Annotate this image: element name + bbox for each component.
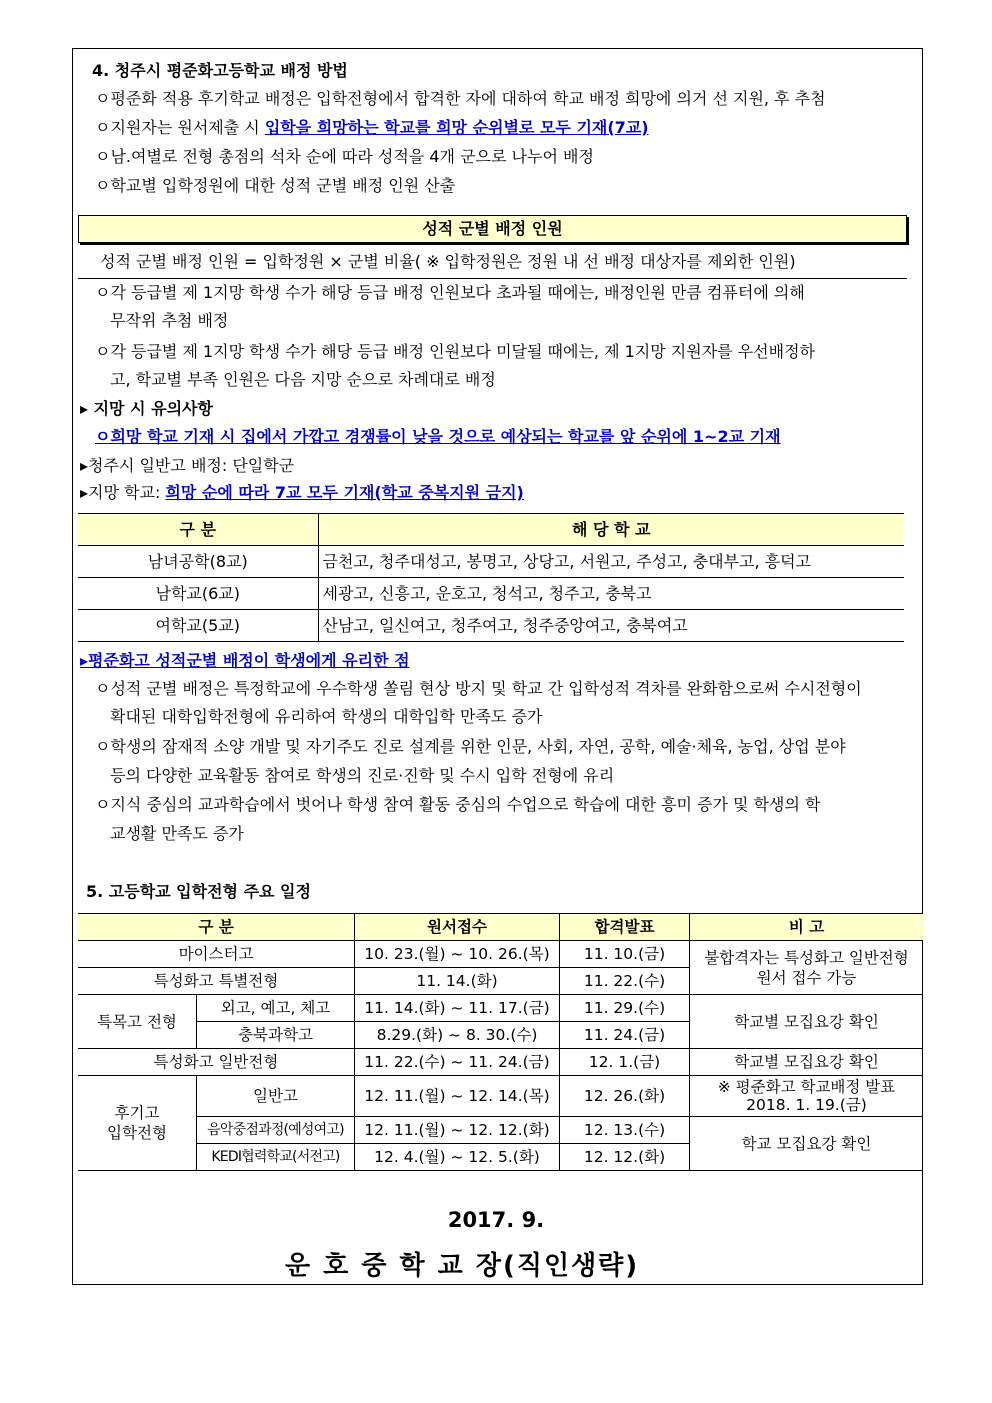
table-header-row: [78, 514, 904, 546]
row-announcement: 12. 13.(수): [560, 1117, 690, 1144]
advantage-1-line-2: 확대된 대학입학전형에 유리하여 학생의 대학입학 만족도 증가: [110, 707, 543, 726]
row-application: 10. 23.(월) ~ 10. 26.(목): [355, 941, 560, 968]
rule-1-line-2: 무작위 추첨 배정: [110, 311, 229, 330]
col-category: 구 분: [78, 514, 318, 546]
row-announcement: 12. 12.(화): [560, 1144, 690, 1171]
row-announcement: 12. 26.(화): [560, 1076, 690, 1117]
formula-divider: [78, 278, 907, 279]
advantage-heading: ▸평준화고 성적군별 배정이 학생에게 유리한 점: [80, 651, 410, 670]
s4-bullet-3: ㅇ남.여별로 전형 총점의 석차 순에 따라 성적을 4개 군으로 나누어 배정: [95, 147, 594, 166]
row-remarks: ※ 평준화고 학교배정 발표 2018. 1. 19.(금): [690, 1076, 924, 1117]
principal-signature: 운 호 중 학 교 장(직인생략): [285, 1251, 640, 1281]
s4-bullet-2-emph: 입학을 희망하는 학교를 희망 순위별로 모두 기재(7교): [264, 118, 649, 137]
advantage-2-line-1: ㅇ학생의 잠재적 소양 개발 및 자기주도 진로 설계를 위한 인문, 사회, 자연, 공학, 예술·체육, 농업, 상업 분야: [95, 737, 846, 756]
row-application: 11. 14.(화) ~ 11. 17.(금): [355, 995, 560, 1022]
note-3-emph: 희망 순에 따라 7교 모두 기재(학교 중복지원 금지): [165, 483, 524, 502]
rule-2-line-1: ㅇ각 등급별 제 1지망 학생 수가 해당 등급 배정 인원보다 미달될 때에는, 제 1지망 지원자를 우선배정하: [95, 342, 815, 361]
schedule-table: [78, 913, 923, 1171]
table-row: [78, 546, 904, 578]
row-category: 여학교(5교): [78, 610, 318, 642]
row-subcategory: 음악중점과정(예성여고): [197, 1117, 355, 1144]
row-category: 남학교(6교): [78, 578, 318, 610]
row-announcement: 11. 10.(금): [560, 941, 690, 968]
row-schools: 금천고, 청주대성고, 봉명고, 상당고, 서원고, 주성고, 충대부고, 흥덕고: [318, 546, 904, 578]
table-row: [78, 1117, 923, 1144]
row-announcement: 11. 22.(수): [560, 968, 690, 995]
advantage-3-line-2: 교생활 만족도 증가: [110, 824, 244, 843]
note-heading: ▸ 지망 시 유의사항: [80, 399, 213, 418]
row-application: 11. 14.(화): [355, 968, 560, 995]
s4-bullet-4: ㅇ학교별 입학정원에 대한 성적 군별 배정 인원 산출: [95, 176, 456, 195]
rule-2-line-2: 고, 학교별 부족 인원은 다음 지망 순으로 차례대로 배정: [110, 370, 496, 389]
row-application: 12. 11.(월) ~ 12. 12.(화): [355, 1117, 560, 1144]
note-2: ▸청주시 일반고 배정: 단일학군: [80, 456, 295, 475]
row-category: 남녀공학(8교): [78, 546, 318, 578]
row-subcategory: KEDI협력학교(서전고): [197, 1144, 355, 1171]
issue-date: 2017. 9.: [447, 1208, 545, 1232]
col-announcement: 합격발표: [560, 914, 690, 941]
table-row: [78, 941, 923, 968]
s4-bullet-2: ㅇ지원자는 원서제출 시 입학을 희망하는 학교를 희망 순위별로 모두 기재(7교): [95, 118, 649, 137]
row-announcement: 11. 24.(금): [560, 1022, 690, 1049]
table-row: [78, 610, 904, 642]
row-remarks: 불합격자는 특성화고 일반전형 원서 접수 가능: [690, 941, 924, 995]
row-schools: 산남고, 일신여고, 청주여고, 청주중앙여고, 충북여고: [318, 610, 904, 642]
row-remarks: 학교별 모집요강 확인: [690, 1049, 924, 1076]
row-subcategory: 일반고: [197, 1076, 355, 1117]
col-category: 구 분: [78, 914, 355, 941]
s4-bullet-1: ㅇ평준화 적용 후기학교 배정은 입학전형에서 합격한 자에 대하여 학교 배정 희망에 의거 선 지원, 후 추첨: [95, 89, 826, 108]
row-category: 특성화고 특별전형: [78, 968, 355, 995]
schedule-header-row: [78, 914, 923, 941]
col-schools: 해 당 학 교: [318, 514, 904, 546]
row-remarks: 학교별 모집요강 확인: [690, 995, 924, 1049]
table-row: [78, 1049, 923, 1076]
row-application: 8.29.(화) ~ 8. 30.(수): [355, 1022, 560, 1049]
row-subcategory: 외고, 예고, 체고: [197, 995, 355, 1022]
row-schools: 세광고, 신흥고, 운호고, 청석고, 청주고, 충북고: [318, 578, 904, 610]
rule-1-line-1: ㅇ각 등급별 제 1지망 학생 수가 해당 등급 배정 인원보다 초과될 때에는, 배정인원 만큼 컴퓨터에 의해: [95, 283, 805, 302]
table-row: [78, 995, 923, 1022]
note-3: ▸지망 학교: 희망 순에 따라 7교 모두 기재(학교 중복지원 금지): [80, 483, 524, 502]
row-application: 12. 4.(월) ~ 12. 5.(화): [355, 1144, 560, 1171]
row-subcategory: 충북과학고: [197, 1022, 355, 1049]
row-category: 특성화고 일반전형: [78, 1049, 355, 1076]
section4-heading: 4. 청주시 평준화고등학교 배정 방법: [92, 61, 348, 80]
allocation-box-title: 성적 군별 배정 인원: [78, 215, 907, 243]
row-announcement: 12. 1.(금): [560, 1049, 690, 1076]
note-1: ㅇ희망 학교 기재 시 집에서 가깝고 경쟁률이 낮을 것으로 예상되는 학교를 앞 순위에 1~2교 기재: [95, 427, 781, 446]
row-group: 특목고 전형: [78, 995, 197, 1049]
row-remarks: 학교 모집요강 확인: [690, 1117, 924, 1171]
advantage-1-line-1: ㅇ성적 군별 배정은 특정학교에 우수학생 쏠림 현상 방지 및 학교 간 입학성적 격차를 완화함으로써 수시전형이: [95, 679, 862, 698]
school-group-table: [78, 513, 904, 642]
allocation-formula: 성적 군별 배정 인원 = 입학정원 × 군별 비율( ※ 입학정원은 정원 내 선 배정 대상자를 제외한 인원): [100, 252, 796, 271]
table-row: [78, 1076, 923, 1117]
row-category: 마이스터고: [78, 941, 355, 968]
col-remarks: 비 고: [690, 914, 924, 941]
advantage-3-line-1: ㅇ지식 중심의 교과학습에서 벗어나 학생 참여 활동 중심의 수업으로 학습에 대한 흥미 증가 및 학생의 학: [95, 795, 821, 814]
row-application: 11. 22.(수) ~ 11. 24.(금): [355, 1049, 560, 1076]
row-announcement: 11. 29.(수): [560, 995, 690, 1022]
section5-heading: 5. 고등학교 입학전형 주요 일정: [86, 882, 311, 901]
table-row: [78, 578, 904, 610]
advantage-2-line-2: 등의 다양한 교육활동 참여로 학생의 진로·진학 및 수시 입학 전형에 유리: [110, 766, 615, 785]
row-application: 12. 11.(월) ~ 12. 14.(목): [355, 1076, 560, 1117]
col-application: 원서접수: [355, 914, 560, 941]
row-group: 후기고 입학전형: [78, 1076, 197, 1171]
